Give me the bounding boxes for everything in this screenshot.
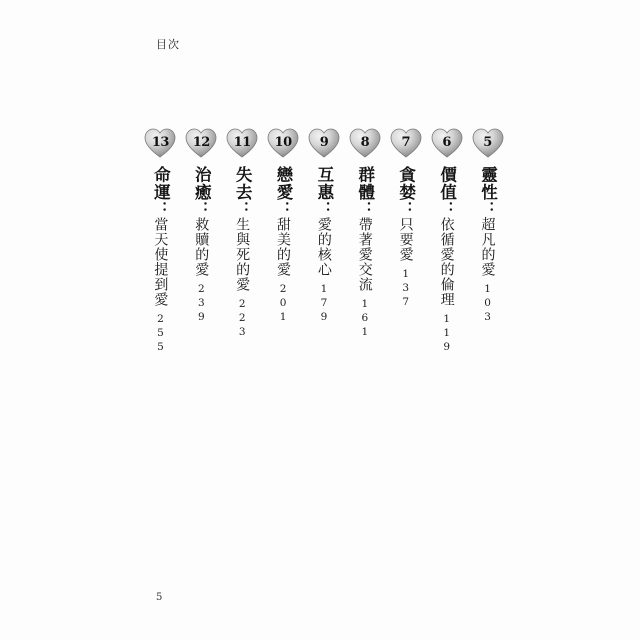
chapter-title: 價值: [437, 166, 457, 201]
chapter-separator: ：: [478, 201, 497, 217]
chapter-number: 11: [233, 134, 251, 150]
chapter-separator: ：: [437, 201, 456, 217]
heart-icon: [390, 128, 422, 158]
chapter-page-number: 161: [358, 298, 371, 340]
heart-icon: [349, 128, 381, 158]
chapter-heading: [315, 166, 333, 277]
chapter-title: 治癒: [192, 166, 212, 201]
chapter-page-number: 119: [440, 313, 453, 355]
toc-entry[interactable]: [304, 128, 345, 325]
chapter-separator: ：: [151, 201, 170, 217]
chapter-number: 8: [360, 134, 370, 150]
chapter-subtitle: 超凡的愛: [479, 217, 496, 277]
chapter-number: 5: [483, 134, 492, 150]
chapter-separator: ：: [192, 201, 211, 217]
heart-icon: [185, 128, 217, 158]
chapter-subtitle: 帶著愛交流: [356, 217, 373, 292]
chapter-page-number: 103: [481, 283, 494, 325]
chapter-subtitle: 生與死的愛: [234, 217, 251, 292]
table-of-contents: [140, 128, 508, 458]
chapter-heading: [356, 166, 374, 292]
page-header: 目次: [156, 38, 180, 51]
chapter-number: 10: [274, 134, 292, 150]
heart-icon: [472, 128, 504, 158]
chapter-subtitle: 只要愛: [397, 217, 414, 262]
chapter-title: 命運: [151, 166, 171, 201]
chapter-separator: ：: [274, 201, 292, 217]
chapter-subtitle: 救贖的愛: [193, 217, 210, 277]
chapter-subtitle: 愛的核心: [315, 217, 332, 277]
heart-icon: [144, 128, 176, 158]
chapter-heading: [438, 166, 456, 307]
chapter-number: 6: [442, 134, 451, 150]
toc-entry[interactable]: [181, 128, 222, 325]
chapter-page-number: 201: [277, 283, 290, 325]
heart-icon: [226, 128, 258, 158]
chapter-number: 12: [192, 134, 210, 150]
chapter-subtitle: 依循愛的倫理: [438, 217, 455, 307]
chapter-title: 貪婪: [396, 166, 416, 201]
chapter-heading: [397, 166, 415, 262]
chapter-separator: ：: [314, 201, 333, 217]
heart-icon: [431, 128, 463, 158]
toc-entry[interactable]: [344, 128, 385, 340]
toc-entry[interactable]: [426, 128, 467, 355]
chapter-title: 靈性: [478, 166, 498, 201]
chapter-heading: [152, 166, 170, 307]
heart-icon: [267, 128, 299, 158]
chapter-separator: ：: [355, 201, 374, 217]
chapter-number: 13: [151, 134, 169, 150]
toc-entry[interactable]: [467, 128, 508, 325]
page-folio: 5: [156, 592, 163, 603]
toc-entry[interactable]: [263, 128, 304, 325]
chapter-heading: [233, 166, 251, 292]
chapter-page-number: 137: [399, 268, 412, 310]
heart-icon: [308, 128, 340, 158]
chapter-subtitle: 甜美的愛: [275, 217, 291, 277]
chapter-title: 互惠: [314, 166, 334, 201]
chapter-page-number: 179: [317, 283, 330, 325]
chapter-heading: [274, 166, 292, 277]
chapter-heading: [479, 166, 497, 277]
chapter-page-number: 255: [154, 313, 167, 355]
chapter-title: 失去: [233, 166, 253, 201]
chapter-title: 群體: [355, 166, 375, 201]
chapter-number: 9: [319, 134, 329, 150]
toc-entry[interactable]: [222, 128, 263, 340]
chapter-heading: [192, 166, 210, 277]
chapter-page-number: 239: [195, 283, 208, 325]
chapter-subtitle: 當天使提到愛: [152, 217, 169, 307]
chapter-separator: ：: [233, 201, 252, 217]
chapter-number: 7: [401, 134, 411, 150]
chapter-separator: ：: [396, 201, 415, 217]
toc-entry[interactable]: [140, 128, 181, 355]
chapter-page-number: 223: [236, 298, 249, 340]
chapter-title: 戀愛: [274, 166, 293, 201]
toc-entry[interactable]: [385, 128, 426, 310]
